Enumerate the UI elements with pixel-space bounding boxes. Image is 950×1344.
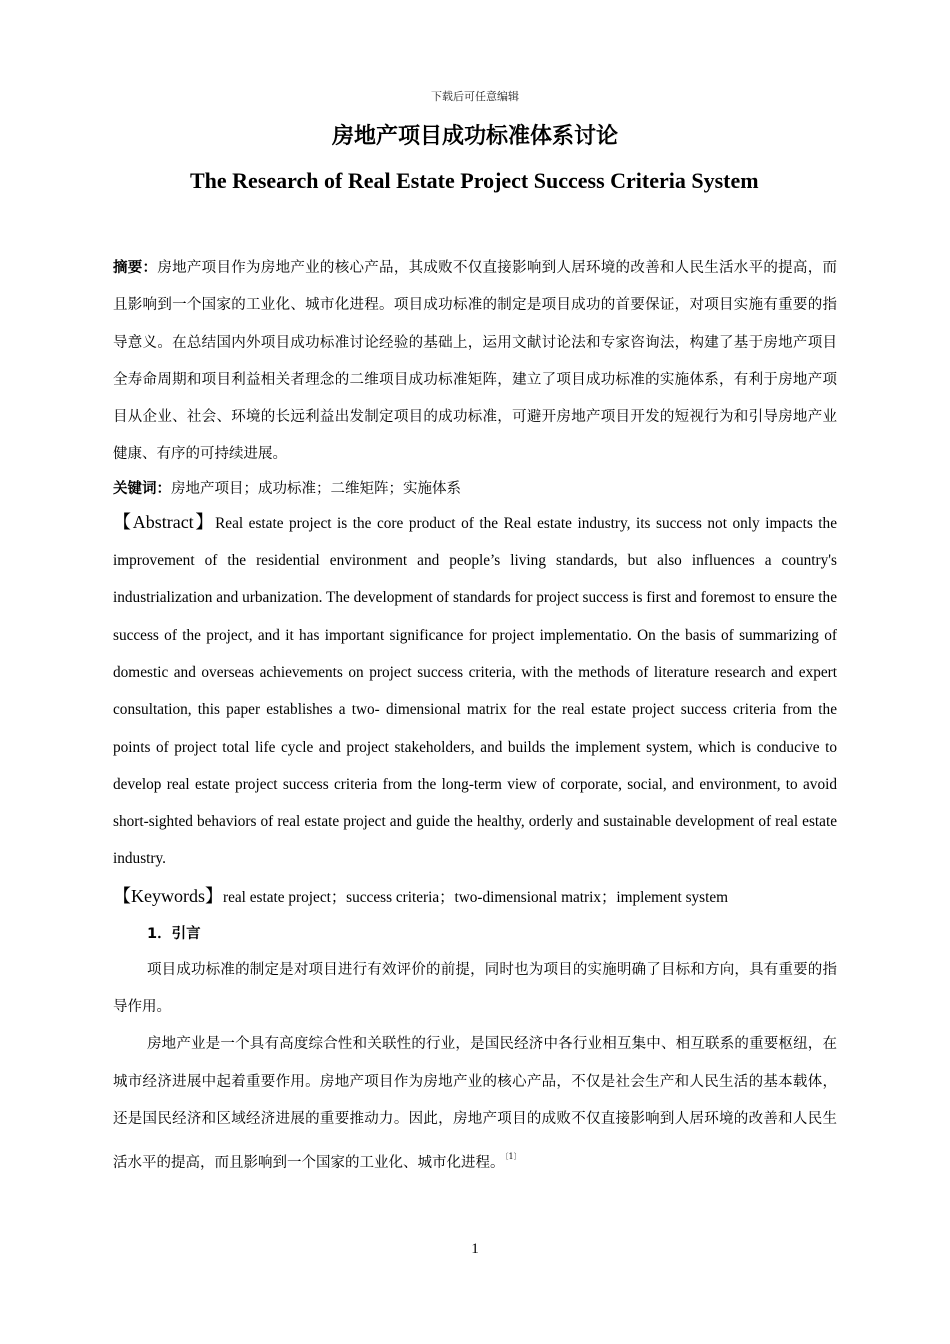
body-paragraph [113,1026,837,1182]
abstract-chinese [113,250,837,474]
abstract-chinese-text: 房地产项目作为房地产业的核心产品，其成败不仅直接影响到人居环境的改善和人民生活水平的提高，而且影响到一个国家的工业化、城市化进程。项目成功标准的制定是项目成功的首要保证，对项目实施有重要的指导意义。在总结国内外项目成功标准讨论经验的基础上，运用文献讨论法和专家咨询法，构建了基于房地产项目全寿命周期和项目利益相关者理念的二维项目成功标准矩阵，建立了项目成功标准的实施体系，有利于房地产项目从企业、社会、环境的长远利益出发制定项目的成功标准，可避开房地产项目开发的短视行为和引导房地产业健康、有序的可持续进展。 [113,260,837,463]
header-note: 下载后可任意编辑 [431,90,519,103]
abstract-english-text: Real estate project is the core product of the Real estate industry, its success not only impacts the improvement of the residential environment and people’s living standards, but also influences a country's industrialization and urbanization. The development of standards for project success is first and foremost to ensure the success of the project, and it has important significance for project implementatio. On the basis of summarizing of domestic and overseas achievements on project success criteria, with the methods of literature research and expert consultation, this paper establishes a two- dimensional matrix for the real estate project success criteria from the points of project total life cycle and project stakeholders, and builds the implement system, which is conducive to develop real estate project success criteria from the long-term view of corporate, social, and environment, to avoid short-sighted behaviors of real estate project and guide the healthy, orderly and sustainable development of real estate industry. [113,514,837,868]
page-number: 1 [471,1241,479,1257]
title-chinese: 房地产项目成功标准体系讨论 [331,124,618,149]
keywords-chinese-label: 关键词： [113,480,171,497]
keywords-english [113,878,837,916]
section-heading-introduction: 1．引言 [147,925,201,942]
abstract-chinese-label: 摘要： [113,260,158,276]
abstract-english-label: 【Abstract】 [113,511,216,532]
abstract-english [113,504,837,878]
title-english: The Research of Real Estate Project Success Criteria System [190,168,759,193]
body-paragraph-text: 房地产业是一个具有高度综合性和关联性的行业，是国民经济中各行业相互集中、相互联系的重要枢纽，在城市经济进展中起着重要作用。房地产项目作为房地产业的核心产品，不仅是社会生产和人民生活的基本载体，还是国民经济和区域经济进展的重要推动力。因此，房地产项目的成败不仅直接影响到人居环境的改善和人民生活水平的提高，而且影响到一个国家的工业化、城市化进程。 [113,1036,837,1172]
document-body [113,250,837,1183]
body-paragraph: 项目成功标准的制定是对项目进行有效评价的前提，同时也为项目的实施明确了目标和方向，具有重要的指导作用。 [113,961,837,1016]
citation-marker[interactable]: 〔1〕 [504,1152,522,1162]
keywords-english-label: 【Keywords】 [113,885,223,906]
keywords-chinese-text: 房地产项目；成功标准；二维矩阵；实施体系 [171,480,461,497]
keywords-chinese [113,474,837,504]
keywords-english-text: real estate project；success criteria；two-dimensional matrix；implement system [223,888,729,906]
